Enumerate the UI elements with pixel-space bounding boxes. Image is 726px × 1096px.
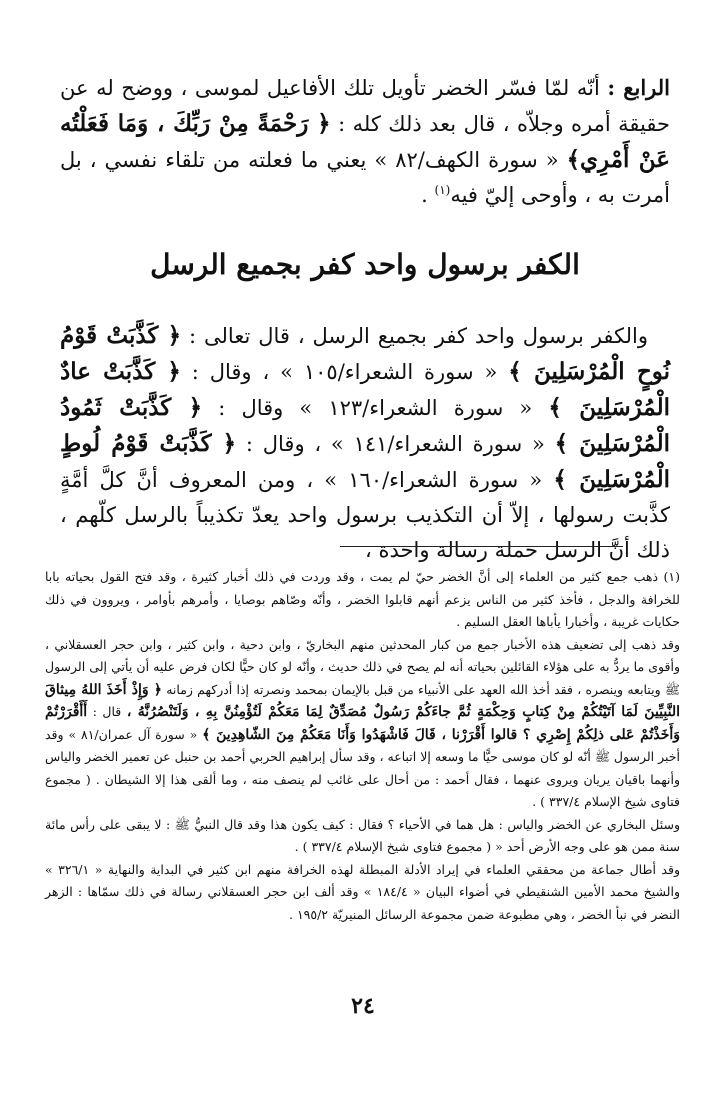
- paragraph-text: .: [421, 183, 435, 207]
- paragraph-disbelief-in-messengers: [60, 318, 670, 568]
- paragraph-text: أنّه لمّا فسّر الخضر تأويل تلك الأفاعيل لموسى ، ووضح له عن حقيقة أمره وجلاّه ، قال بعد ذلك كله :: [60, 76, 670, 136]
- footnote-text: وقد ذهب إلى تضعيف هذه الأخبار جمع من كبار المحدثين منهم البخاريّ ، وابن دحية ، وابن كثير ، وابن حجر العسقلاني ، وأقوى ما يردُّ به على هؤلاء القائلين بحياته أنه لم يصح في ذلك حديث ، وأنّه لو كان حيًّا لكان فرض عليه أن يأتي إلى الرسول ﷺ ويتابعه وينصره ، فقد أخذ الله العهد على الأنبياء من قبل بالإيمان بمحمد ونصرته إذا أدركهم زمانه: [45, 636, 680, 697]
- quran-verse: ﴿ كَذَّبَتْ ثَمُودُ الْمُرْسَلِينَ ﴾: [60, 394, 670, 457]
- paragraph-text: « سورة الكهف/٨٢ » يعني ما فعلته من تلقاء نفسي ، بل أمرت به ، وأوحى إليّ فيه: [60, 148, 670, 207]
- paragraph-fourth-point: [60, 70, 670, 213]
- paragraph-text: « سورة الشعراء/١٠٥ » ، وقال :: [180, 360, 509, 384]
- footnote-text: قال :: [87, 704, 127, 719]
- footnote-text: « سورة آل عمران/٨١ » وقد أخبر الرسول ﷺ أنّه لو كان موسى حيًّا ما وسعه إلا اتباعه ، وقد سأل إبراهيم الحربي أحمد بن حنبل عن تعمير الخضر والياس وأنهما باقيان يريان ويروى عنهما ، فقال أحمد : من أحال على غائب لم ينصف منه ، وما ألقى هذا إلا الشيطان . ( مجموع فتاوى شيخ الإسلام ٣٣٧/٤ ) .: [45, 726, 680, 809]
- quran-verse: ﴿ كَذَّبَتْ عادٌ الْمُرْسَلِينَ ﴾: [60, 358, 670, 421]
- quran-verse: ﴿ كَذَّبَتْ قَوْمُ نُوحٍ الْمُرْسَلِينَ ﴾: [60, 322, 671, 385]
- paragraph-text: والكفر برسول واحد كفر بجميع الرسل ، قال تعالى :: [181, 324, 648, 348]
- paragraph-text: « سورة الشعراء/١٦٠ » ، ومن المعروف أنَّ كلَّ أمَّةٍ كذَّبت رسولها ، إلاّ أن التكذيب برسول واحد يعدّ تكذيباً بالرسل كلّهم ، ذلك أنَّ الرسل حملة رسالة واحدة ،: [60, 468, 670, 562]
- quran-verse: أَأَقْرَرْتُمْ وَأَخَذْتُمْ عَلى ذلِكُمْ إِصْرِي ؟ قالوا أَقْرَرْنا ، قَالَ فَاشْهَدُوا وَأَنَا مَعَكُمْ مِنَ الشّاهِدِينَ ﴾: [45, 704, 681, 743]
- footnote-reference: (١): [434, 183, 451, 197]
- quran-verse: ﴿ كَذَّبَتْ قَوْمُ لُوطٍ الْمُرْسَلِينَ ﴾: [60, 430, 670, 493]
- paragraph-text: « سورة الشعراء/١٢٣ » وقال :: [202, 396, 549, 420]
- page-number: ٢٤: [351, 993, 375, 1019]
- footnotes: [45, 566, 680, 926]
- quran-verse: ﴿ وَإِذْ أَخَذَ اللهُ مِيثاقَ النَّبِيِّينَ لَمَا آتَيْتُكُمْ مِنْ كِتابٍ وَحِكْمَةٍ ثُمَّ جاءَكُمْ رَسُولٌ مُصَدِّقٌ لِمَا مَعَكُمْ لَتُؤْمِنُنَّ بِهِ ، وَلَتَنْصُرُنَّهُ ،: [45, 681, 681, 720]
- footnote-separator-line: [340, 546, 623, 547]
- footnote-paragraph: [45, 634, 680, 814]
- quran-verse: ﴿ رَحْمَةً مِنْ رَبِّكَ ، وَمَا فَعَلْتُه عَنْ أَمْرِي﴾: [60, 110, 671, 173]
- footnote-paragraph: وسئل البخاري عن الخضر والياس : هل هما في الأحياء ؟ فقال : كيف يكون هذا وقد قال النبيُّ ﷺ : لا يبقى على رأس مائة سنة ممن هو على وجه الأرض أحد « ( مجموع فتاوى شيخ الإسلام ٣٣٧/٤ ) .: [45, 816, 680, 854]
- footnote-paragraph: (١) ذهب جمع كثير من العلماء إلى أنَّ الخضر حيّ لم يمت ، وقد وردت في ذلك أخبار كثيرة ، وقد فتح القول بحياته بابا للخرافة والدجل ، فأخذ كثير من الناس يزعم أنهم قابلوا الخضر ، وأنّه وصّاهم بوصايا ، وأمرهم بأوامر ، ويروون في ذلك حكايات غريبة ، وأخبارا يأباها العقل السليم .: [45, 569, 680, 629]
- footnote-paragraph: وقد أطال جماعة من محققي العلماء في إيراد الأدلة المبطلة لهذه الخرافة منهم ابن كثير في البداية والنهاية « ٣٢٦/١ » والشيخ محمد الأمين الشنقيطي في أضواء البيان « ١٨٤/٤ » وقد ألف ابن حجر العسقلاني رسالة في ذلك سمّاها : الزهر النضر في نبأ الخضر ، وهي مطبوعة ضمن مجموعة الرسائل المنيريّة ١٩٥/٢ .: [45, 861, 680, 922]
- section-heading: الكفر برسول واحد كفر بجميع الرسل: [150, 248, 580, 281]
- paragraph-text: « سورة الشعراء/١٤١ » ، وقال :: [236, 432, 555, 456]
- paragraph-lead-word: الرابع :: [607, 75, 670, 100]
